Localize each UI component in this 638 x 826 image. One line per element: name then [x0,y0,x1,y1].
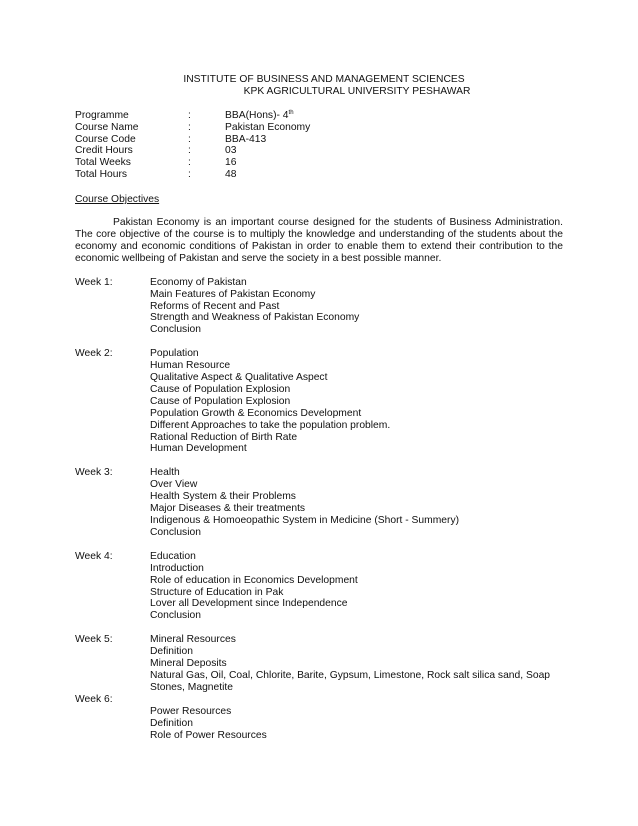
info-value [225,110,294,122]
week-topic: Cause of Population Explosion [150,383,291,395]
week-block [75,551,563,622]
info-value: BBA-413 [225,133,267,145]
week-topic: Natural Gas, Oil, Coal, Chlorite, Barite, Gypsum, Limestone, Rock salt silica sand, Soap Stones, Magnetite [150,669,551,693]
week-block [75,634,563,694]
info-label: Course Name [75,121,139,133]
course-info-row [75,169,563,181]
week-topic: Lover all Development since Independence [150,598,348,610]
week-topic: Economy of Pakistan [150,276,247,288]
week-topic: Conclusion [150,526,201,538]
week-topic: Role of education in Economics Development [150,574,358,586]
info-label: Credit Hours [75,145,133,157]
week-topics [150,634,563,694]
week-topics [150,694,563,742]
week-topic [150,694,563,706]
week-block [75,348,563,455]
week-topic: Qualitative Aspect & Qualitative Aspect [150,372,328,384]
week-topic: Conclusion [150,610,201,622]
week-block [75,694,563,742]
week-topic: Indigenous & Homoeopathic System in Medicine (Short - Summery) [150,515,460,526]
info-colon: : [188,121,191,133]
week-label: Week 3: [75,467,113,479]
week-label: Week 5: [75,634,113,646]
week-topic: Structure of Education in Pak [150,586,284,598]
course-info-table [75,110,563,181]
university-title: KPK AGRICULTURAL UNIVERSITY PESHAWAR [243,85,471,97]
programme-superscript: th [288,109,294,116]
info-colon: : [188,157,191,169]
week-topic: Different Approaches to take the population problem. [150,419,391,431]
info-value: 16 [225,157,237,169]
week-topics [150,467,563,538]
info-colon: : [188,145,191,157]
info-colon: : [188,169,191,181]
week-topic: Major Diseases & their treatments [150,503,306,515]
week-topic: Health [150,467,180,479]
course-info-row [75,134,563,146]
week-topic: Conclusion [150,324,201,336]
course-info-row [75,157,563,169]
course-info-row [75,145,563,157]
course-info-row [75,122,563,134]
info-value: 48 [225,169,237,181]
info-value: 03 [225,145,237,157]
programme-value: BBA(Hons)- 4 [225,109,289,121]
week-topics [150,348,563,455]
info-label: Course Code [75,133,136,145]
weekly-schedule [75,277,563,742]
week-topic: Over View [150,479,198,491]
week-topic: Strength and Weakness of Pakistan Economy [150,312,360,324]
week-topic: Definition [150,717,193,729]
info-colon: : [188,133,191,145]
info-colon: : [188,109,191,121]
week-topic: Human Development [150,443,247,455]
week-topic: Population Growth & Economics Development [150,407,362,419]
week-topic: Power Resources [150,705,232,717]
week-topic: Introduction [150,562,204,574]
week-topic: Health System & their Problems [150,491,296,503]
week-topic: Definition [150,646,193,658]
week-topic: Population [150,348,199,360]
week-topic: Mineral Resources [150,634,236,646]
week-label: Week 4: [75,550,113,562]
week-topic: Role of Power Resources [150,729,267,741]
info-label: Total Weeks [75,157,131,169]
week-block [75,277,563,337]
document-page [75,74,563,741]
week-topic: Mineral Deposits [150,658,227,670]
week-label: Week 2: [75,348,113,360]
week-block [75,467,563,538]
info-label: Programme [75,109,129,121]
document-header [85,74,563,98]
week-topic: Cause of Population Explosion [150,395,291,407]
week-topic: Main Features of Pakistan Economy [150,288,316,300]
week-topics [150,551,563,622]
objectives-paragraph: Pakistan Economy is an important course designed for the students of Business Administration. The core objective of the course is to multiply the knowledge and understanding of the students about the economy and economic conditions of Pakistan in order to enable them to extend their contribution to the economic wellbeing of Pakistan and serve the society in a best possible manner. [75,217,563,264]
info-value: Pakistan Economy [225,121,311,133]
week-topic: Reforms of Recent and Past [150,300,280,312]
week-topics [150,277,563,337]
week-topic: Rational Reduction of Birth Rate [150,431,298,443]
course-info-row [75,110,563,122]
week-label: Week 6: [75,693,113,705]
objectives-heading: Course Objectives [75,194,160,206]
week-topic: Education [150,550,196,562]
institute-title: INSTITUTE OF BUSINESS AND MANAGEMENT SCIENCES [183,74,465,85]
week-label: Week 1: [75,276,113,288]
info-label: Total Hours [75,169,128,181]
week-topic: Human Resource [150,360,231,372]
